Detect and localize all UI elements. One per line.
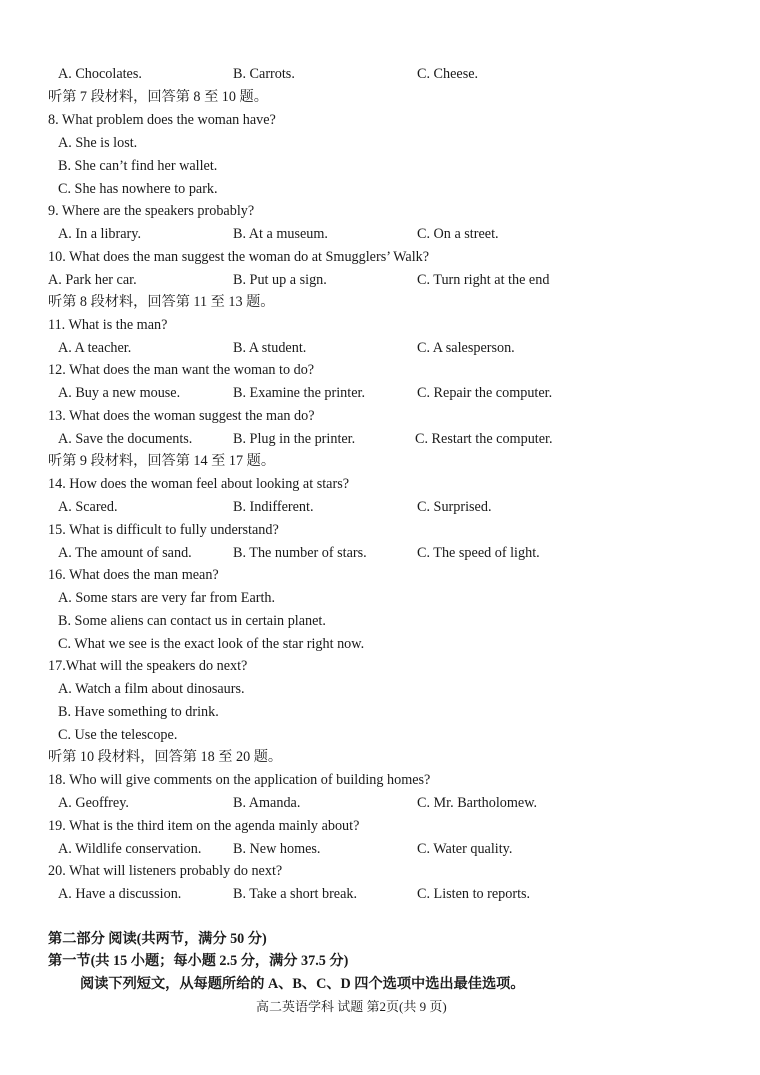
q15-option-c: C. The speed of light. xyxy=(417,545,540,561)
q12-option-a: A. Buy a new mouse. xyxy=(58,385,181,401)
q15-option-a: A. The amount of sand. xyxy=(58,545,192,561)
q11-option-a: A. A teacher. xyxy=(58,340,132,356)
section-instruction-7: 听第 7 段材料，回答第 8 至 10 题。 xyxy=(48,89,268,105)
q14-option-a: A. Scared. xyxy=(58,499,118,515)
q11-option-b: B. A student. xyxy=(233,340,307,356)
q13-option-a: A. Save the documents. xyxy=(58,431,193,447)
q7-option-c: C. Cheese. xyxy=(417,66,479,82)
question-19: 19. What is the third item on the agenda mainly about? xyxy=(48,818,360,834)
q19-option-b: B. New homes. xyxy=(233,841,321,857)
q19-option-c: C. Water quality. xyxy=(417,841,513,857)
q14-option-b: B. Indifferent. xyxy=(233,499,314,515)
q10-option-a: A. Park her car. xyxy=(48,272,137,288)
q20-option-a: A. Have a discussion. xyxy=(58,886,182,902)
q9-option-c: C. On a street. xyxy=(417,226,499,242)
page-footer: 高二英语学科 试题 第2页(共 9 页) xyxy=(256,999,447,1014)
question-9: 9. Where are the speakers probably? xyxy=(48,203,255,219)
section-instruction-8: 听第 8 段材料，回答第 11 至 13 题。 xyxy=(48,294,275,310)
reading-instruction: 阅读下列短文，从每题所给的 A、B、C、D 四个选项中选出最佳选项。 xyxy=(80,976,525,992)
q18-option-c: C. Mr. Bartholomew. xyxy=(417,795,538,811)
question-12: 12. What does the man want the woman to do? xyxy=(48,362,315,378)
q17-option-a: A. Watch a film about dinosaurs. xyxy=(58,681,245,697)
question-14: 14. How does the woman feel about looking at stars? xyxy=(48,476,350,492)
q7-option-a: A. Chocolates. xyxy=(58,66,142,82)
q18-option-b: B. Amanda. xyxy=(233,795,301,811)
q20-option-c: C. Listen to reports. xyxy=(417,886,531,902)
q16-option-a: A. Some stars are very far from Earth. xyxy=(58,590,276,606)
q11-option-c: C. A salesperson. xyxy=(417,340,515,356)
q9-option-b: B. At a museum. xyxy=(233,226,328,242)
q16-option-b: B. Some aliens can contact us in certain planet. xyxy=(58,613,326,629)
q17-option-b: B. Have something to drink. xyxy=(58,704,219,720)
section-one-heading: 第一节(共 15 小题；每小题 2.5 分，满分 37.5 分) xyxy=(48,953,349,969)
q19-option-a: A. Wildlife conservation. xyxy=(58,841,202,857)
section-instruction-10: 听第 10 段材料，回答第 18 至 20 题。 xyxy=(48,749,283,765)
question-11: 11. What is the man? xyxy=(48,317,168,333)
question-18: 18. Who will give comments on the application of building homes? xyxy=(48,772,431,788)
q8-option-a: A. She is lost. xyxy=(58,135,138,151)
q8-option-b: B. She can’t find her wallet. xyxy=(58,158,218,174)
part-two-heading: 第二部分 阅读(共两节，满分 50 分) xyxy=(48,931,267,947)
question-15: 15. What is difficult to fully understand? xyxy=(48,522,279,538)
q10-option-b: B. Put up a sign. xyxy=(233,272,327,288)
question-10: 10. What does the man suggest the woman do at Smugglers’ Walk? xyxy=(48,249,430,265)
question-16: 16. What does the man mean? xyxy=(48,567,219,583)
q13-option-b: B. Plug in the printer. xyxy=(233,431,356,447)
q15-option-b: B. The number of stars. xyxy=(233,545,367,561)
question-8: 8. What problem does the woman have? xyxy=(48,112,276,128)
q9-option-a: A. In a library. xyxy=(58,226,141,242)
q16-option-c: C. What we see is the exact look of the star right now. xyxy=(58,636,365,652)
q13-option-c: C. Restart the computer. xyxy=(415,431,553,447)
q18-option-a: A. Geoffrey. xyxy=(58,795,129,811)
q12-option-b: B. Examine the printer. xyxy=(233,385,365,401)
q10-option-c: C. Turn right at the end xyxy=(417,272,550,288)
question-17: 17.What will the speakers do next? xyxy=(48,658,248,674)
question-13: 13. What does the woman suggest the man do? xyxy=(48,408,315,424)
q7-option-b: B. Carrots. xyxy=(233,66,295,82)
question-20: 20. What will listeners probably do next? xyxy=(48,863,283,879)
q20-option-b: B. Take a short break. xyxy=(233,886,358,902)
q17-option-c: C. Use the telescope. xyxy=(58,727,178,743)
q8-option-c: C. She has nowhere to park. xyxy=(58,181,218,197)
q14-option-c: C. Surprised. xyxy=(417,499,492,515)
section-instruction-9: 听第 9 段材料，回答第 14 至 17 题。 xyxy=(48,453,276,469)
q12-option-c: C. Repair the computer. xyxy=(417,385,553,401)
